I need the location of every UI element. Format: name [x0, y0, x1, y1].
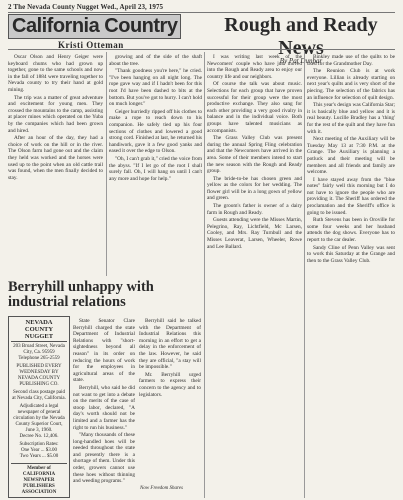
column-title-rough-ready: Rough and Ready News [224, 14, 378, 59]
masthead-box [8, 316, 70, 498]
article-column-5 [73, 318, 135, 494]
paragraph: Ruth Stevens has been in Oroville for some four weeks and her husband attends the dog shows. Everyone has to report to the car dealer. [307, 217, 395, 244]
paragraph: growing and of the side of the shaft about the tree. [109, 54, 202, 67]
paragraph: The Reunion Club is at work everyone. Lillian is already starting on next year's quilts and is very short of the piecing. The selection of the fabrics has an influence for selection of quilt design. [307, 68, 395, 101]
masthead-decree: Decree No. 12,406. [19, 434, 59, 439]
column-divider [204, 52, 205, 498]
paragraph: Of course the talk was about music. Selections for each group that have proven successful for their group were the most productive exchange. They also sang for each other providing a very good rivalry in balance and in the individual voice. Both groups have talented musicians as accompanists. [207, 81, 302, 134]
paragraph: The trip was a matter of great adventure and excitement for young men. They crossed the mountains to the camp, assisting at placer mines which operated on the Yuba by the companies which had been grown and hired. [8, 94, 103, 134]
article-column-2 [109, 54, 202, 276]
page-footer-note: Now Freedom Shares [140, 486, 183, 491]
paragraph: Berryhill, who said he did not want to get into a debate on the merits of the case of stoop labor, declared, "A day's worth should not be limited and a farmer has the right to run his business." [73, 384, 135, 431]
column-divider [304, 52, 305, 498]
paragraph: After an hour of the day, they had a choice of work on the hill or in the river. The Olson farm had gone out and the claim they held was worked and the horses were used up to the point when an old cattle trail was found, when the men finally decided to stay. [8, 135, 103, 181]
paragraph: The Grass Valley Club was present during the annual Spring Fling celebration and that the Newcomers have arrived in the area. Some of their members intend to start the new season with the Rough and Ready group. [207, 135, 302, 175]
paragraph: Sandy Cline of Penn Valley was sent to work this Saturday at the Grange and then to the Grass Valley Club. [307, 244, 395, 264]
article-headline: Berryhill unhappy with industrial relations [8, 279, 154, 310]
paragraph: I was writing last week of the Newcomers' couple who have just moved into the Rough and Ready area to enjoy our country life and our neighbors. [207, 54, 302, 80]
column-banner-california-country [8, 14, 198, 52]
masthead-two-years: Two Years ... $5.00 [19, 454, 59, 459]
masthead-sub-label: Subscription Rates: [19, 442, 59, 447]
paragraph: State Senator Clare Berryhill charged the state Department of Industrial Relations with "short-sightedness beyond all reason" in its order on reducing the hours of work for the employees in agricultural areas of the state. [73, 318, 135, 384]
paragraph: Oscar Olson and Henry Geiger were keyboard chums who had grown up together, gone to the same schools and now in the fall of 1884 were traveling together to Nevada county to try their hand at gold mining. [8, 54, 103, 93]
paragraph: I have stayed away from the "blue notes" fairly well this morning but I do not have to ignore the people who are providing it. The Sheriff has ordered the proclamation and the Sheriff's office is going to be issued. [307, 176, 395, 216]
column-byline-rough-ready: By Pat Dunbar [279, 57, 323, 65]
masthead-adjudicated: Adjudicated a legal newspaper of general circulation by the Nevada County Superior Court, June 3, 1960. [13, 404, 65, 433]
paragraph: This year's design was California Star; it is basically blue and yellow and it is real beauty. Lucille Bradley has a 'thing' for the rest of the quilt and they have fun with it. [307, 102, 395, 135]
masthead-postage: Second class postage paid at Nevada City, California. [12, 390, 66, 401]
running-header: 2 The Nevada County Nugget Wed., April 23, 1975 [8, 3, 164, 11]
paragraph: Binkley made use of the quilts to be used for the Grandmother Day. [307, 54, 395, 67]
column-divider [106, 52, 107, 276]
article-column-4 [307, 54, 395, 490]
masthead-member: Member of CALIFORNIA NEWSPAPER PUBLISHERS ASSOCIATION [11, 463, 67, 496]
article-column-1 [8, 54, 103, 276]
column-title: California Country [12, 15, 178, 37]
masthead-one-year: One Year ... $3.00 [20, 448, 58, 453]
paragraph: "Oh, I can't grab it," cried the voice from the abyss. "If I let go of the root I shall surely fall. Oh, I will hang on until I can't any more and hope for help." [109, 155, 202, 182]
masthead-name: NEVADA COUNTY NUGGET [11, 319, 67, 342]
masthead-address: 203 Broad Street, Nevada City, Ca. 95959 [13, 344, 65, 355]
paragraph: Geiger hurriedly ripped off his clothes to make a rope to reach down to his companion. He safely tied up his four sections of clothes and lowered a good strong cord. Finished at last, he returned his handiwork, gave it a few good yanks and eased it over the edge to Olson. [109, 108, 202, 155]
article-column-6 [139, 318, 201, 482]
banner-rule [8, 49, 395, 50]
paragraph: Next meeting of the Auxiliary will be Tuesday May 13 at 7:30 P.M. at the Grange. The Auxiliary is planning a potluck and their meeting will be members and all friends and family are welcome. [307, 136, 395, 176]
column-title-box [8, 14, 181, 39]
masthead-published: PUBLISHED EVERY WEDNESDAY BY NEVADA COUNTY PUBLISHING CO. [16, 364, 62, 387]
paragraph: Berryhill said he talked with the Department of Industrial Relations this morning in an effort to get a delay in the enforcement of the law. However, he said they are official, "a stay will be impossible." [139, 318, 201, 371]
paragraph: The groom's father is owner of a dairy farm in Rough and Ready. [207, 203, 302, 216]
masthead-phone: Telephone 265-2559 [18, 356, 60, 361]
paragraph: "Thank goodness you're here," he cried. "I've been hanging on all night long. The rope gave way and if I hadn't been for this root I'd have been dashed to bits at the bottom. But you've got to hurry. I can't hold on much longer." [109, 68, 202, 108]
paragraph: "Many thousands of these long-handled hoes will be needed throughout the state and presently there is a shortage of them. Under this order, growers cannot use these hoes without thinning and weeding programs." [73, 432, 135, 485]
article-column-3 [207, 54, 302, 494]
paragraph: Guests attending were the Misses Martin, Pelegrino, Ray, Lichtfield, Mc Larsen, Cooley, and Mrs. Ray Turnbull and the Misses Leaverat, Larsen, Wheeler, Rowe and Lee Ballard. [207, 217, 302, 250]
paragraph: The bride-to-be has chosen green and yellow as the colors for her wedding. The flower girl will be in a long gown of yellow and green. [207, 175, 302, 202]
column-byline: Kristi Otteman [58, 40, 124, 50]
top-rule [8, 12, 395, 13]
paragraph: Mr. Berryhill urged farmers to express their concern to the agency and to legislators. [139, 371, 201, 398]
